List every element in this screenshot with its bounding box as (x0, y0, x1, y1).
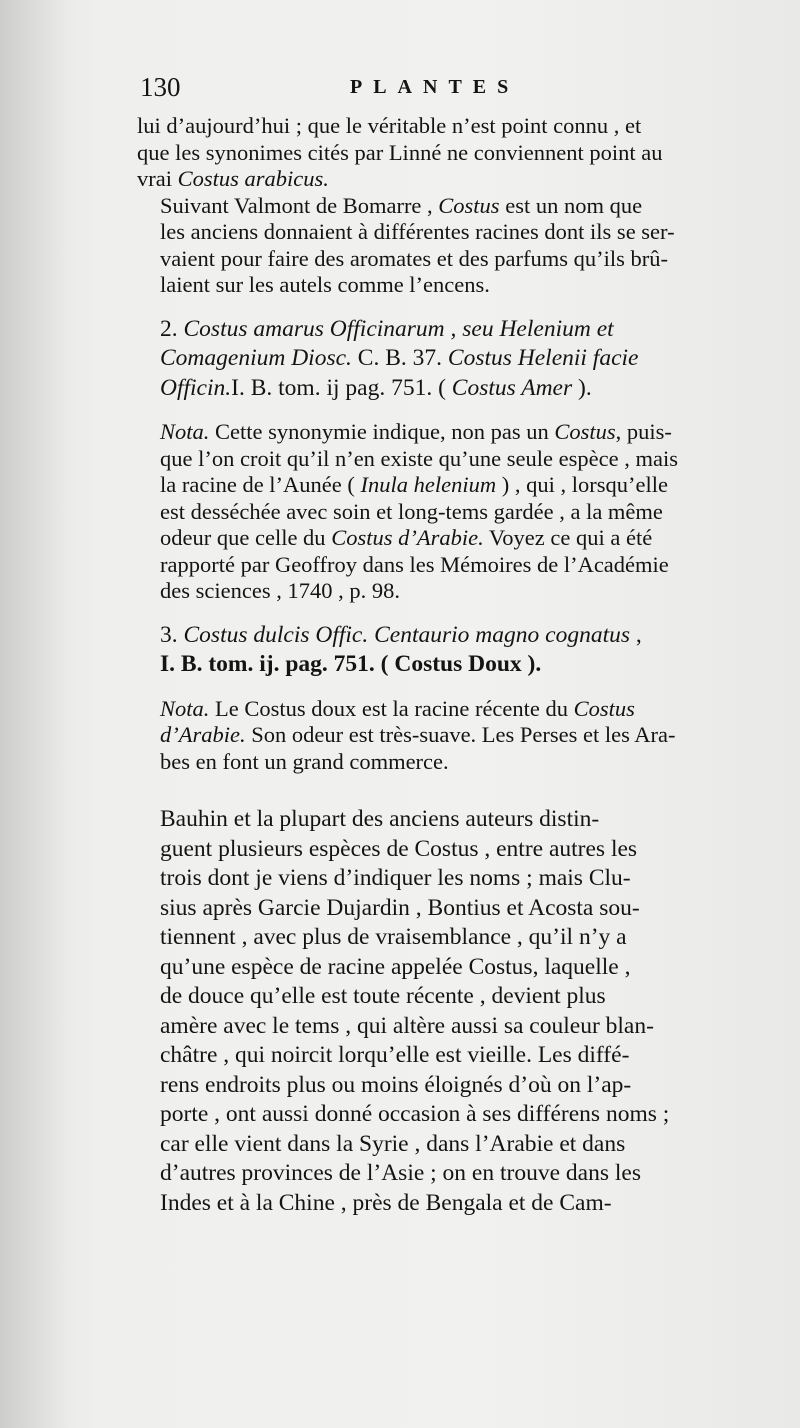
text-line: odeur que celle du Costus d’Arabie. Voyez ce qui a été (160, 525, 653, 550)
text-line: rens endroits plus ou moins éloignés d’où on l’ap- (160, 1071, 632, 1098)
entry-costus-amarus (137, 315, 783, 404)
text-line: amère avec le tems , qui altère aussi sa couleur blan- (160, 1012, 654, 1039)
page-header (140, 72, 780, 112)
text-line: vaient pour faire des aromates et des parfums qu’ils brû- (160, 245, 668, 271)
text-line: tiennent , avec plus de vraisemblance , qu’il n’y a (160, 924, 627, 950)
text-line: porte , ont aussi donné occasion à ses différens noms ; (160, 1101, 670, 1127)
text-line: rapporté par Geoffroy dans les Mémoires de l’Académie (160, 551, 669, 577)
running-title: PLANTES (350, 76, 520, 98)
note-costus-amarus (137, 419, 783, 605)
text-line: Nota. Cette synonymie indique, non pas un Costus, puis- (160, 419, 672, 444)
text-line: châtre , qui noircit lorqu’elle est vieille. Les diffé- (160, 1042, 630, 1068)
text-line: que l’on croit qu’il n’en existe qu’une seule espèce , mais (160, 445, 678, 471)
text-line: les anciens donnaient à différentes racines dont ils se ser- (160, 219, 675, 244)
text-line: d’autres provinces de l’Asie ; on en trouve dans les (160, 1160, 641, 1186)
text-line: Indes et à la Chine , près de Bengala et de Cam- (160, 1189, 612, 1216)
text-line: car elle vient dans la Syrie , dans l’Arabie et dans (160, 1130, 626, 1157)
text-line: 3. Costus dulcis Offic. Centaurio magno cognatus , (160, 621, 642, 648)
text-line: la racine de l’Aunée ( Inula helenium ) , qui , lorsqu’elle (160, 472, 668, 497)
text-line: de douce qu’elle est toute récente , devient plus (160, 983, 606, 1009)
text-line: I. B. tom. ij. pag. 751. ( Costus Doux ). (160, 651, 542, 677)
entry-costus-dulcis (137, 621, 783, 680)
text-line: bes en font un grand commerce. (160, 748, 449, 774)
text-line: guent plusieurs espèces de Costus , entre autres les (160, 835, 638, 862)
paragraph-bauhin (137, 805, 783, 1218)
text-line: sius après Garcie Dujardin , Bontius et Acosta sou- (160, 894, 640, 921)
text-line: laient sur les autels comme l’encens. (160, 272, 490, 297)
text-line: qu’une espèce de racine appelée Costus, laquelle , (160, 953, 631, 980)
text-line: des sciences , 1740 , p. 98. (160, 578, 400, 603)
paragraph-2 (137, 193, 783, 299)
page-number: 130 (140, 72, 181, 102)
text-line: lui d’aujourd’hui ; que le véritable n’est point connu , et (137, 113, 642, 138)
text-line: d’Arabie. Son odeur est très-suave. Les Perses et les Ara- (160, 722, 676, 747)
text-line: Officin.I. B. tom. ij pag. 751. ( Costus Amer ). (160, 374, 592, 401)
text-line: Bauhin et la plupart des anciens auteurs distin- (160, 806, 600, 832)
text-line: que les synonimes cités par Linné ne conviennent point au (137, 139, 663, 165)
text-line: Nota. Le Costus doux est la racine récente du Costus (160, 695, 635, 721)
paragraph-1 (137, 113, 783, 193)
gutter-shadow (0, 0, 70, 1428)
text-line: Comagenium Diosc. C. B. 37. Costus Helenii facie (160, 345, 639, 371)
text-line: trois dont je viens d’indiquer les noms ; mais Clu- (160, 865, 631, 891)
note-costus-dulcis (137, 696, 783, 776)
text-line: Suivant Valmont de Bomarre , Costus est un nom que (160, 192, 643, 218)
text-line: 2. Costus amarus Officinarum , seu Helenium et (160, 315, 614, 342)
text-line: vrai Costus arabicus. (137, 166, 329, 191)
page-body (137, 113, 783, 1218)
text-line: est desséchée avec soin et long-tems gardée , a la même (160, 498, 663, 524)
